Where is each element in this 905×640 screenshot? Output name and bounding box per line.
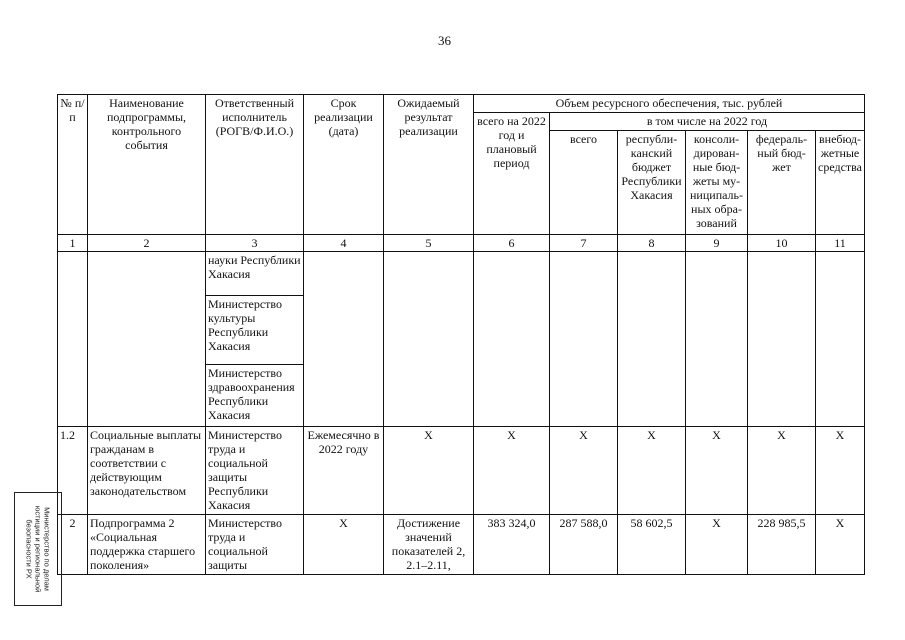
resource-table [57, 94, 865, 575]
col-number: 5 [384, 235, 474, 252]
page-number: 36 [438, 33, 451, 48]
cont-result-cell [384, 252, 474, 427]
col-number: 4 [304, 235, 384, 252]
row-total: 287 588,0 [550, 515, 618, 575]
header-total: всего [550, 131, 618, 235]
row-federal: 228 985,5 [748, 515, 816, 575]
col-number: 11 [816, 235, 865, 252]
col-number: 9 [686, 235, 748, 252]
row-executor: Министерство труда и социальной защиты Республики Хакасия [206, 427, 304, 515]
row-executor: Министерство труда и социальной защиты [206, 515, 304, 575]
cont-offbudget-cell [816, 252, 865, 427]
header-republic: республи-канский бюджет Республики Хакасия [618, 131, 686, 235]
row-total-period: 383 324,0 [474, 515, 550, 575]
cont-republic-cell [618, 252, 686, 427]
col-number: 7 [550, 235, 618, 252]
table-cell-executor: Министерство здравоохранения Республики Хакасия [206, 365, 304, 427]
cont-name-cell [88, 252, 206, 427]
table-row [58, 427, 865, 515]
row-republic: Х [618, 427, 686, 515]
header-federal: федераль-ный бюд-жет [748, 131, 816, 235]
col-number: 6 [474, 235, 550, 252]
stamp-text: Министерство по делам юстиции и региональной безопасности РХ [24, 505, 52, 593]
col-number: 10 [748, 235, 816, 252]
cont-consolidated-cell [686, 252, 748, 427]
header-num: № п/п [58, 95, 88, 235]
col-number: 2 [88, 235, 206, 252]
row-num: 1.2 [58, 427, 88, 515]
cont-term-cell [304, 252, 384, 427]
col-number: 3 [206, 235, 304, 252]
cont-federal-cell [748, 252, 816, 427]
col-number: 8 [618, 235, 686, 252]
header-consolidated: консоли-дирован-ные бюд-жеты му-ниципаль-ных обра-зований [686, 131, 748, 235]
row-total: Х [550, 427, 618, 515]
table-cell-executor: Министерство культуры Республики Хакасия [206, 296, 304, 365]
row-result: Х [384, 427, 474, 515]
row-term: Х [304, 515, 384, 575]
header-incl-2022: в том числе на 2022 год [550, 113, 865, 131]
row-term: Ежемесячно в 2022 году [304, 427, 384, 515]
cont-num-cell [58, 252, 88, 427]
header-offbudget: внебюд-жетные средства [816, 131, 865, 235]
row-consolidated: Х [686, 515, 748, 575]
row-offbudget: Х [816, 427, 865, 515]
table-cell-executor: науки Республики Хакасия [206, 252, 304, 296]
row-republic: 58 602,5 [618, 515, 686, 575]
header-executor: Ответственный исполнитель (РОГВ/Ф.И.О.) [206, 95, 304, 235]
row-result: Достижение значений показателей 2, 2.1–2.11, [384, 515, 474, 575]
cont-total-period-cell [474, 252, 550, 427]
header-resources: Объем ресурсного обеспечения, тыс. рублей [474, 95, 865, 113]
header-name: Наименование подпрограммы, контрольного события [88, 95, 206, 235]
row-offbudget: Х [816, 515, 865, 575]
row-consolidated: Х [686, 427, 748, 515]
header-result: Ожидаемый результат реализации [384, 95, 474, 235]
col-number: 1 [58, 235, 88, 252]
cont-total-cell [550, 252, 618, 427]
table-row [58, 515, 865, 575]
row-num: 2 [58, 515, 88, 575]
header-total-period: всего на 2022 год и плановый период [474, 113, 550, 235]
row-federal: Х [748, 427, 816, 515]
row-total-period: Х [474, 427, 550, 515]
row-name: Подпрограмма 2 «Социальная поддержка старшего поколения» [88, 515, 206, 575]
registration-stamp [14, 492, 62, 606]
row-name: Социальные выплаты гражданам в соответствии с действующим законодательством [88, 427, 206, 515]
header-term: Срок реализации (дата) [304, 95, 384, 235]
